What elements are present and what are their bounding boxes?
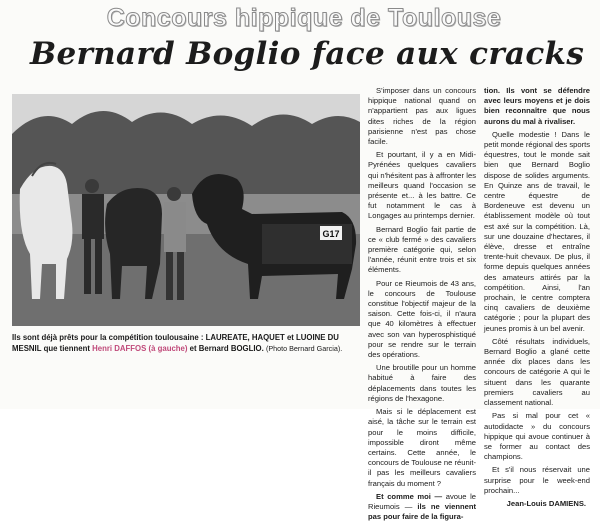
article-column-1	[368, 86, 476, 522]
column1-paragraph-2: Et pourtant, il y a en Midi-Pyrénées quelques cavaliers qui n'hésitent pas à affronter les meilleurs quand l'occasion se présente et... à les battre. Ce fut notamment le cas à Longages au printemps dernier.	[368, 150, 476, 221]
photo-illustration	[12, 94, 360, 326]
column1-paragraph-6: Mais si le déplacement est aisé, la tâche sur le terrain est pour le moins difficile, impossible diront même certains. Cette année, le concours de Toulouse ne réunit-il pas les meilleurs cavaliers français du moment ?	[368, 407, 476, 488]
column2-paragraph-2: Quelle modestie ! Dans le petit monde régional des sports équestres, tout le monde sait bien que Bernard Boglio dispose de solides arguments. En Quinze ans de travail, le centre équestre de Bordeneuve est devenu un établissement modèle où tout est axé sur la compétition. Là, sur une douzaine d'hectares, il élève, dresse et entraîne trente-huit chevaux. De plus, il forme depuis quelques années des amateurs attirés par la compétition. Ainsi, l'an prochain, le centre comptera cinq cavaliers de deuxième catégorie ; pour la plupart des jeunes promis à un bel avenir.	[484, 129, 590, 333]
caption-person2: Bernard BOGLIO.	[198, 344, 264, 353]
quote-bold-start: Et comme moi —	[376, 491, 443, 501]
article-photo	[12, 94, 360, 326]
column2-paragraph-4: Pas si mal pour cet « autodidacte » du concours hippique qui avoue continuer à se former au contact des champions.	[484, 411, 590, 462]
caption-lead: Ils sont déjà prêts pour la compétition toulousaine :	[12, 333, 204, 342]
caption-horses: LAUREATE, HAQUET et LUOINE DU MESNIL	[12, 333, 339, 353]
column1-paragraph-4: Pour ce Rieumois de 43 ans, le concours de Toulouse constitue l'objectif majeur de la saison. Cette fois-ci, il n'aura que 40 kilomètres à effectuer avec son van hyperosphistiqué pour se rendre sur le terrain des opérations.	[368, 278, 476, 360]
column2-paragraph-1: tion. Ils vont se défendre avec leurs moyens et je dois bien reconnaître que nous aurons du mal à rivaliser.	[484, 86, 590, 126]
column1-paragraph-7	[368, 492, 476, 522]
photo-credit: (Photo Bernard Garcia).	[265, 344, 343, 353]
column1-paragraph-5: Une broutille pour un homme habitué à faire des déplacements dans toutes les régions de l'hexagone.	[368, 363, 476, 403]
quote-attribution: avoue le Rieumois —	[368, 491, 476, 511]
author-signature: Jean-Louis DAMIENS.	[506, 498, 586, 508]
quote-bold-end: ils ne viennent pas pour faire de la figura-	[368, 501, 476, 522]
horse-number-sign: G17	[322, 229, 340, 239]
article-column-2	[484, 86, 590, 508]
column2-paragraph-5: Et s'il nous réservait une surprise pour le week-end prochain...	[484, 465, 590, 495]
article-headline: Bernard Boglio face aux cracks	[30, 36, 585, 72]
column1-paragraph-3: Bernard Boglio fait partie de ce « club fermé » des cavaliers première catégorie qui, selon l'année, réunit entre trois et six éléments.	[368, 224, 476, 275]
article-kicker: Concours hippique de Toulouse	[106, 4, 502, 32]
caption-person1-note: (à gauche)	[148, 344, 188, 353]
photo-caption	[12, 332, 362, 398]
column2-paragraph-3: Côté résultats individuels, Bernard Boglio a glané cette année dix places dans les concours de catégorie A qui le situent dans les quarante premiers cavaliers au classement national.	[484, 336, 590, 408]
caption-person1: Henri DAFFOS	[92, 344, 147, 353]
caption-mid: que tiennent	[43, 344, 90, 353]
column1-paragraph-1: S'imposer dans un concours hippique national quand on n'appartient pas aux ligues dites riches de la région parisienne n'est pas chose facile.	[368, 86, 476, 147]
caption-conj: et	[189, 344, 197, 353]
